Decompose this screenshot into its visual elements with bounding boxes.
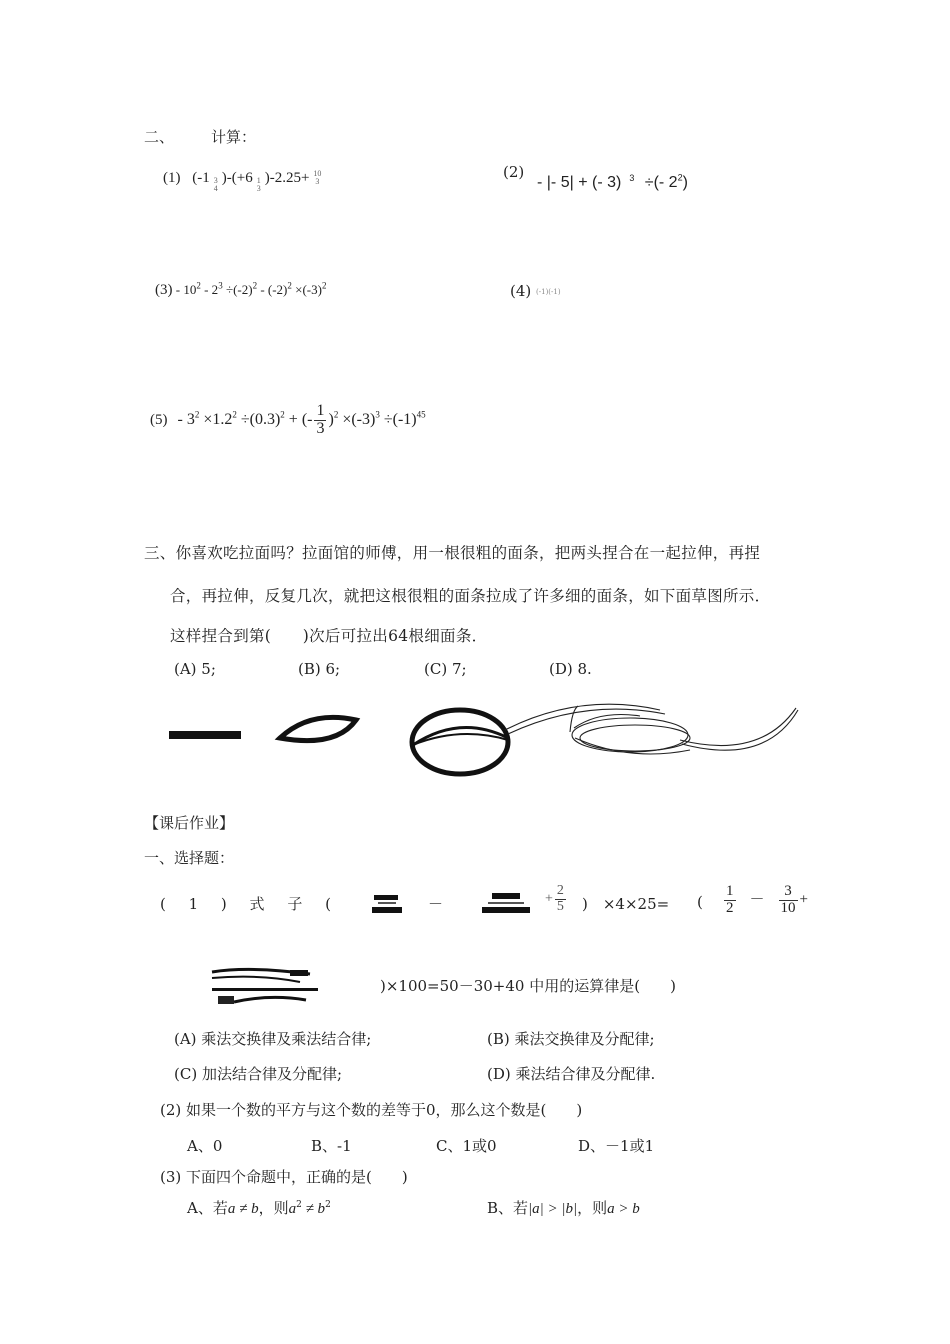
problem-1-frac1: 3 4	[213, 176, 218, 194]
q3-stem: (3) 下面四个命题中，正确的是( )	[160, 1168, 408, 1186]
problem-2-part3: )	[682, 174, 688, 191]
problem-1-term2: )-(+6	[221, 169, 253, 186]
q1-option-c: (C) 加法结合律及分配律;	[174, 1065, 343, 1083]
q1-suffix: )×100=50－30+40 中用的运算律是( )	[380, 977, 676, 995]
section3-line1: 三、你喜欢吃拉面吗？拉面馆的师傅，用一根很粗的面条，把两头捏合在一起拉伸，再捏	[144, 544, 761, 562]
noodle-stage-3	[412, 710, 508, 774]
section2-number: 二、	[144, 128, 175, 146]
q3-b-mid: ，则	[577, 1199, 608, 1217]
problem-3-label: (3)	[155, 282, 173, 298]
section2-title: 计算：	[211, 128, 257, 146]
q3-a-pre: A、若	[187, 1199, 228, 1217]
problem-3-b: - 2	[200, 282, 219, 297]
problem-5-f: ×(-3)	[338, 410, 376, 428]
problem-5-label: (5)	[150, 411, 168, 428]
problem-5-frac: $\frac{1}{3}$	[316, 402, 325, 437]
problem-4-label: (4)	[510, 282, 532, 300]
problem-1-frac3: 10 3	[313, 169, 322, 187]
q2-option-b: B、-1	[311, 1137, 352, 1155]
problem-3-c: ÷(-2)	[222, 282, 253, 297]
problem-2-label: (2)	[503, 163, 525, 181]
q3-a-res-exp: 2	[296, 1200, 302, 1210]
problem-5-ee: 2	[333, 409, 339, 420]
section3-line3: 这样捏合到第( )次后可拉出64根细面条．	[170, 627, 488, 645]
homework-section-title: 一、选择题：	[144, 849, 235, 867]
problem-3-ce: 2	[252, 280, 258, 291]
q1-r-minus: －	[749, 891, 765, 908]
noodle-illustration	[160, 700, 810, 790]
q1-garbled-fraction-2	[478, 891, 534, 915]
problem-5	[150, 403, 426, 438]
q1-frac-2-5: $\frac{2}{5}$	[556, 883, 564, 914]
section3-option-a: (A) 5;	[174, 660, 216, 678]
q3-a-res: a	[288, 1201, 297, 1217]
q1-option-d: (D) 乘法结合律及分配律.	[487, 1065, 656, 1083]
q2-stem: (2) 如果一个数的平方与这个数的差等于0，那么这个数是( )	[160, 1101, 583, 1119]
q1-option-a: (A) 乘法交换律及乘法结合律;	[174, 1030, 372, 1048]
q3-option-b	[487, 1197, 640, 1218]
problem-5-e: )	[328, 410, 334, 428]
problem-5-c: ÷(0.3)	[236, 410, 281, 428]
noodle-stage-1	[169, 731, 241, 739]
q3-option-a	[187, 1197, 331, 1218]
q3-a-res2: ≠ b	[301, 1201, 326, 1217]
problem-1	[163, 163, 325, 194]
problem-3-de: 2	[287, 280, 292, 291]
q1-open-paren: (	[697, 893, 703, 911]
q1-plus: +	[545, 891, 553, 907]
problem-3-be: 3	[218, 280, 223, 291]
problem-2-exp2: 2	[677, 172, 683, 183]
problem-5-be: 2	[232, 409, 237, 420]
q1-minus: －	[428, 895, 444, 913]
problem-1-frac2: 1 3	[256, 176, 261, 194]
problem-1-term3: )-2.25+	[264, 169, 310, 186]
q1-frac-3-10: $\frac{3}{10}$	[780, 883, 796, 916]
q3-a-res2-exp: 2	[325, 1200, 331, 1210]
problem-1-label: (1)	[163, 169, 181, 186]
q2-option-d: D、－1或1	[578, 1137, 655, 1155]
problem-3-e: ×(-3)	[291, 282, 322, 297]
problem-5-g: ÷(-1)	[379, 410, 417, 428]
problem-5-b: ×1.2	[199, 410, 233, 428]
q3-b-res: a > b	[607, 1201, 640, 1217]
q3-b-math: |a| > |b|	[528, 1201, 578, 1217]
noodle-stage-2	[280, 717, 356, 740]
problem-4	[510, 282, 561, 300]
noodle-stage-4	[505, 704, 798, 754]
problem-3	[155, 282, 326, 299]
problem-3-ee: 2	[321, 280, 327, 291]
problem-3-a: - 10	[175, 282, 197, 297]
problem-5-a: - 3	[177, 410, 195, 428]
problem-2-expr	[537, 174, 688, 192]
problem-5-ge: 45	[416, 409, 426, 420]
problem-5-ae: 2	[194, 409, 200, 420]
q1-garbled-image	[210, 966, 320, 1008]
q1-r-plus: +	[799, 891, 808, 908]
q1-garbled-fraction-1	[370, 893, 406, 915]
homework-title: 【课后作业】	[144, 814, 235, 832]
problem-4-garbled-expr: (-1)(-1)	[536, 288, 561, 296]
q1-frac-1-2: $\frac{1}{2}$	[726, 883, 734, 916]
problem-2-exp1: 3	[629, 172, 635, 183]
q1-prefix: ( 1 ) 式 子 (	[160, 895, 331, 913]
problem-5-fe: 3	[375, 409, 380, 420]
q1-plus-fraction	[545, 884, 568, 914]
problem-5-d: + (-	[284, 410, 313, 428]
q3-a-math: a ≠ b	[227, 1201, 259, 1217]
q1-option-b: (B) 乘法交换律及分配律;	[487, 1030, 655, 1048]
q1-right-expr	[722, 884, 808, 917]
section3-option-c: (C) 7;	[424, 660, 467, 678]
section3-line2: 合，再拉伸，反复几次，就把这根很粗的面条拉成了许多细的面条，如下面草图所示．	[170, 587, 771, 605]
q3-a-mid: ，则	[258, 1199, 289, 1217]
q1-mid: ) ×4×25=	[582, 895, 670, 913]
section3-option-d: (D) 8.	[549, 660, 592, 678]
problem-3-ae: 2	[196, 280, 201, 291]
q3-b-pre: B、若	[487, 1199, 529, 1217]
q2-option-c: C、1或0	[436, 1137, 497, 1155]
q2-option-a: A、0	[187, 1137, 223, 1155]
problem-3-d: - (-2)	[257, 282, 288, 297]
problem-2-part1: - |- 5| + (- 3)	[537, 174, 622, 191]
problem-1-term1: (-1	[192, 169, 210, 186]
section3-option-b: (B) 6;	[298, 660, 341, 678]
problem-2-part2: ÷(- 2	[640, 174, 678, 191]
problem-5-ce: 2	[280, 409, 285, 420]
